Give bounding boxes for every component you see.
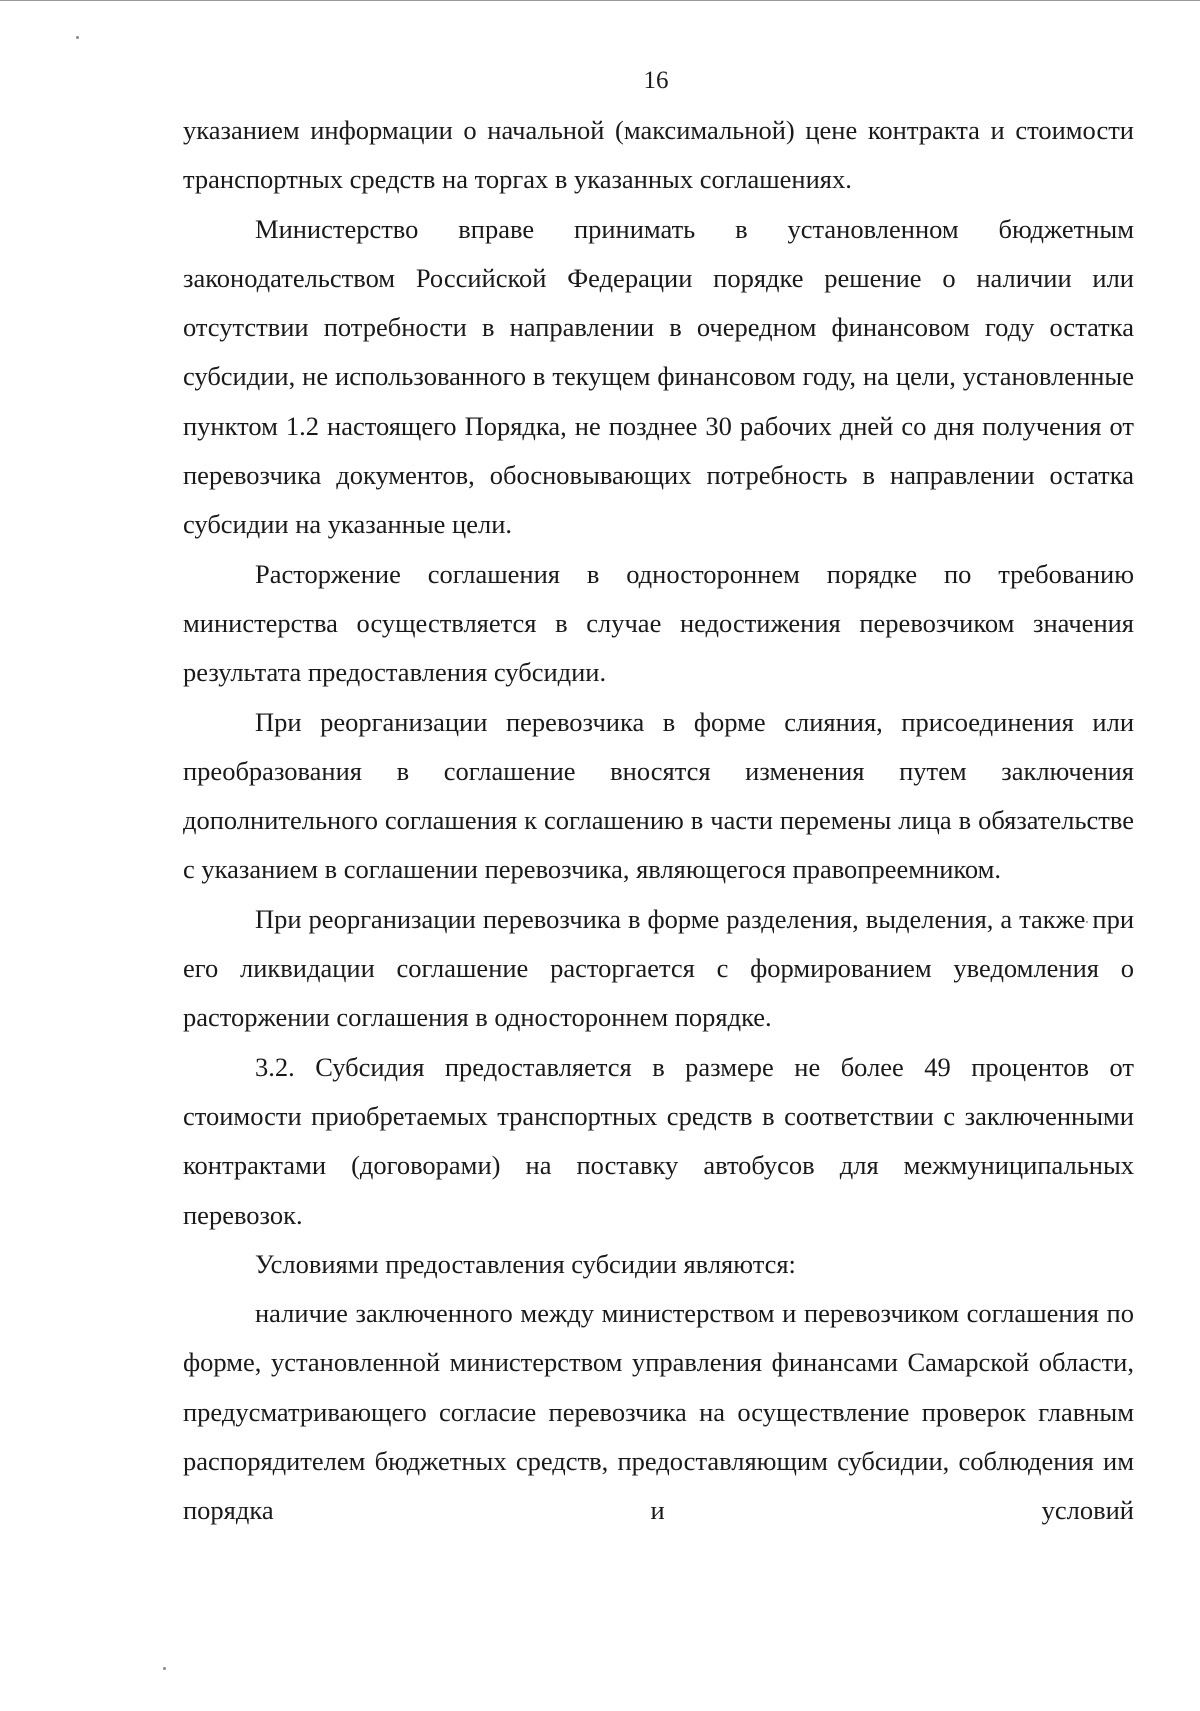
scan-speck: [163, 1667, 166, 1670]
paragraph: наличие заключенного между министерством и перевозчиком соглашения по форме, установленной министерством управления финансами Самарской области, предусматривающего согласие перевозчика на осуществление проверок главным распорядителем бюджетных средств, предоставляющим субсидии, соблюдения им порядка и условий: [183, 1298, 1134, 1526]
paragraph: Условиями предоставления субсидии являются:: [255, 1248, 796, 1279]
paragraph: указанием информации о начальной (максимальной) цене контракта и стоимости транспортных средств на торгах в указанных соглашениях.: [183, 115, 1134, 195]
paragraph: При реорганизации перевозчика в форме слияния, присоединения или преобразования в соглашение вносятся изменения путем заключения дополнительного соглашения к соглашению в части перемены лица в обязательстве с указанием в соглашении перевозчика, являющегося правопреемником.: [183, 706, 1134, 885]
paragraph: Министерство вправе принимать в установленном бюджетным законодательством Российской Федерации порядке решение о наличии или отсутствии потребности в направлении в очередном финансовом году остатка субсидии, не использованного в текущем финансовом году, на цели, установленные пунктом 1.2 настоящего Порядка, не позднее 30 рабочих дней со дня получения от перевозчика документов, обосновывающих потребность в направлении остатка субсидии на указанные цели.: [183, 213, 1134, 540]
scan-edge-line: [0, 0, 1200, 4]
document-body: [183, 106, 1134, 1536]
paragraph: При реорганизации перевозчика в форме разделения, выделения, а также при его ликвидации соглашение расторгается с формированием уведомления о расторжении соглашения в одностороннем порядке.: [183, 903, 1134, 1033]
paragraph: Расторжение соглашения в одностороннем порядке по требованию министерства осуществляется в случае недостижения перевозчиком значения результата предоставления субсидии.: [183, 558, 1134, 688]
page-number: 16: [643, 67, 669, 94]
paragraph: 3.2. Субсидия предоставляется в размере не более 49 процентов от стоимости приобретаемых транспортных средств в соответствии с заключенными контрактами (договорами) на поставку автобусов для межмуниципальных перевозок.: [183, 1051, 1134, 1230]
scan-speck: [76, 36, 79, 39]
